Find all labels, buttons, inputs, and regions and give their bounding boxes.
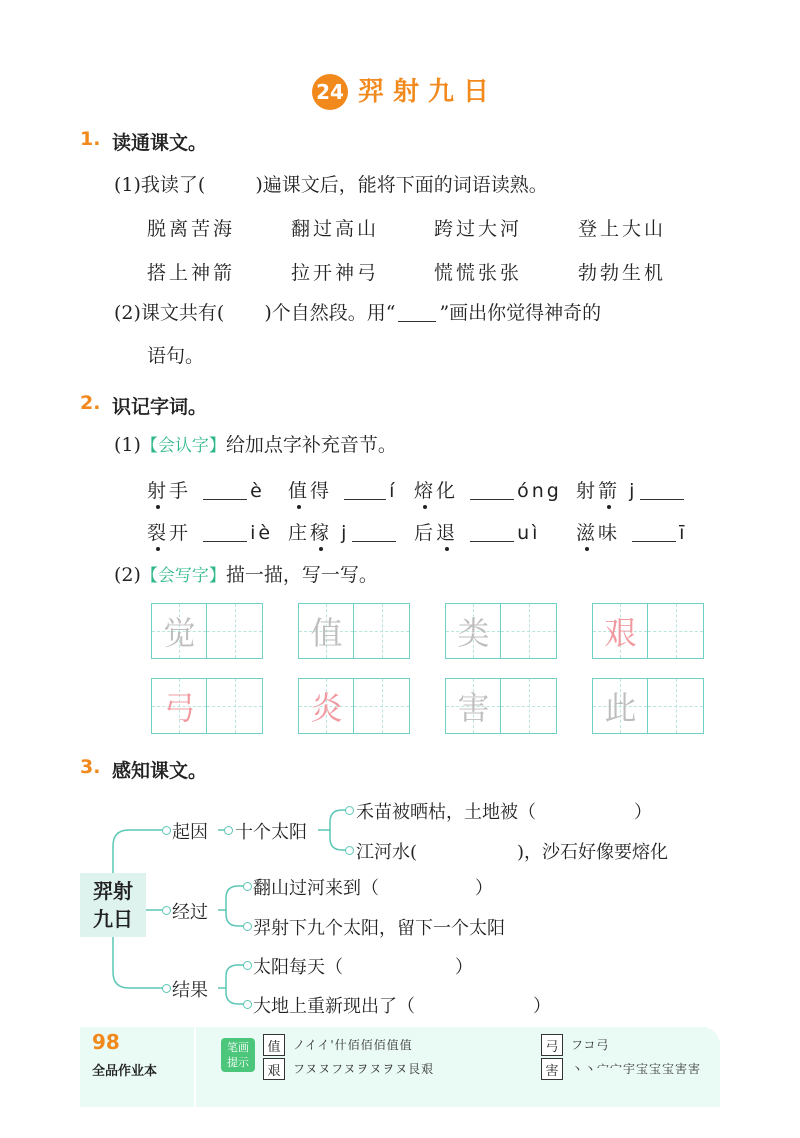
write-cell[interactable] [501, 604, 556, 658]
writing-grid [445, 603, 557, 659]
char: 庄 [288, 522, 311, 544]
stroke-char-box: 值 [263, 1034, 285, 1056]
char: 射 [576, 480, 599, 502]
process-leaf1 [253, 874, 493, 900]
pinyin-initial: j [629, 480, 638, 502]
lesson-title: 羿射九日 [358, 77, 499, 107]
node-dot [162, 826, 171, 835]
leaf-text-end: ） [634, 802, 652, 823]
stroke-sequence: 丶丶宀宀宇宝宝宝害害 [571, 1062, 702, 1076]
pinyin-final: uì [517, 522, 541, 544]
write-tag: 【会写字】 [140, 566, 226, 586]
underline-sample [398, 301, 436, 322]
word-item: 翻过高山 [291, 218, 380, 240]
q1-text-before: (1)我读了( [114, 174, 206, 196]
word-item: 脱离苦海 [147, 218, 236, 240]
stroke-char-box: 害 [541, 1058, 563, 1080]
writing-grid [445, 678, 557, 734]
section2-title: 识记字词。 [112, 396, 208, 418]
pinyin-item [288, 518, 399, 545]
char: 手 [169, 480, 192, 502]
leaf-text-end: ） [455, 957, 473, 978]
trace-cell[interactable] [152, 679, 207, 733]
word-item: 勃勃生机 [578, 262, 667, 284]
trace-cell[interactable] [299, 679, 354, 733]
section3-number: 3. [80, 756, 101, 778]
trace-char: 值 [310, 614, 343, 652]
writing-grid [592, 678, 704, 734]
dotted-char: 箭 [598, 476, 620, 503]
node-dot [162, 906, 171, 915]
pinyin-blank[interactable] [203, 479, 247, 500]
dotted-char: 裂 [147, 518, 169, 545]
leaf-text: 江河水( [356, 842, 418, 863]
write-cell[interactable] [501, 679, 556, 733]
trace-cell[interactable] [152, 604, 207, 658]
pinyin-final: iè [250, 522, 274, 544]
pinyin-final: è [250, 480, 265, 502]
lesson-number-badge: 24 [312, 74, 348, 110]
cause-sub: 十个太阳 [235, 822, 307, 843]
q1-text-after: )遍课文后，能将下面的词语读熟。 [255, 174, 548, 196]
recognize-tag: 【会认字】 [140, 436, 226, 456]
trace-char: 类 [457, 614, 490, 652]
section1-q2 [114, 301, 601, 325]
char: 后 [414, 522, 437, 544]
section2-number: 2. [80, 392, 101, 414]
q1-instruction: 给加点字补充音节。 [225, 434, 397, 456]
q1-prefix: (1) [114, 434, 141, 456]
pinyin-item [414, 518, 540, 545]
q2-text-before: (2)课文共有( [114, 302, 225, 324]
pinyin-final: í [389, 480, 398, 502]
char: 得 [310, 480, 333, 502]
trace-char: 弓 [163, 689, 196, 727]
word-item: 登上大山 [578, 218, 667, 240]
leaf-text-end: )，沙石好像要熔化 [517, 842, 669, 863]
write-cell[interactable] [648, 679, 703, 733]
q2-text-mid: )个自然段。用“ [264, 302, 396, 324]
root-line2: 九日 [93, 907, 133, 931]
branch-process: 经过 [172, 902, 208, 923]
section2-q2 [114, 563, 378, 588]
writing-grid [298, 603, 410, 659]
node-dot [345, 846, 354, 855]
mind-map-root [80, 873, 146, 937]
section2-q1 [114, 433, 397, 458]
pinyin-blank[interactable] [640, 479, 684, 500]
pinyin-item [147, 476, 265, 503]
pinyin-item [288, 476, 397, 503]
branch-cause: 起因 [172, 822, 208, 843]
connector-cause-leaf1 [318, 810, 348, 830]
stroke-char-box: 弓 [541, 1034, 563, 1056]
connector-process-leaf1 [218, 886, 246, 910]
trace-cell[interactable] [593, 679, 648, 733]
process-leaf2: 羿射下九个太阳，留下一个太阳 [253, 918, 505, 939]
node-dot [243, 922, 252, 931]
leaf-text: 大地上重新现出了（ [253, 996, 415, 1017]
stroke-char-box: 艰 [263, 1058, 285, 1080]
word-item: 跨过大河 [434, 218, 523, 240]
writing-grid [298, 678, 410, 734]
node-dot [243, 961, 252, 970]
pinyin-item [147, 518, 273, 545]
leaf-text-end: ） [533, 996, 551, 1017]
char: 化 [436, 480, 459, 502]
node-dot [162, 984, 171, 993]
stroke-sequence: フヌヌフヌヲヌヲヌ艮艰 [293, 1062, 435, 1076]
page-number: 98 [92, 1030, 120, 1054]
section1-q2-continued: 语句。 [147, 345, 205, 367]
dotted-char: 退 [436, 518, 458, 545]
write-cell[interactable] [354, 604, 409, 658]
connector-cause [113, 830, 164, 873]
writing-grid [151, 678, 263, 734]
dotted-char: 熔 [414, 476, 436, 503]
leaf-text: 禾苗被晒枯，土地被（ [356, 802, 536, 823]
leaf-text: 翻山过河来到（ [253, 878, 379, 899]
trace-char: 艰 [604, 614, 637, 652]
node-dot [243, 882, 252, 891]
pinyin-blank[interactable] [470, 479, 514, 500]
node-dot [243, 1000, 252, 1009]
word-item: 搭上神箭 [147, 262, 236, 284]
pinyin-item [576, 518, 687, 545]
trace-cell[interactable] [299, 604, 354, 658]
pinyin-item [414, 476, 562, 503]
pinyin-final: ī [679, 522, 688, 544]
pinyin-blank[interactable] [352, 521, 396, 542]
leaf-text: 太阳每天（ [253, 957, 343, 978]
pinyin-blank[interactable] [203, 521, 247, 542]
cause-leaf2 [356, 838, 668, 864]
dotted-char: 射 [147, 476, 169, 503]
dotted-char: 滋 [576, 518, 598, 545]
node-dot [345, 806, 354, 815]
write-cell[interactable] [648, 604, 703, 658]
stroke-hint-badge [221, 1038, 255, 1072]
dotted-char: 值 [288, 476, 310, 503]
stroke-sequence: フコ弓 [571, 1038, 610, 1052]
section3-title: 感知课文。 [112, 760, 208, 782]
section1-title: 读通课文。 [112, 132, 208, 154]
write-cell[interactable] [354, 679, 409, 733]
trace-char: 害 [457, 689, 490, 727]
connector-result-leaf1 [218, 965, 246, 988]
word-item: 拉开神弓 [291, 262, 380, 284]
trace-char: 炎 [310, 689, 343, 727]
writing-grid [592, 603, 704, 659]
char: 开 [169, 522, 192, 544]
q2-prefix: (2) [114, 564, 141, 586]
writing-grid [151, 603, 263, 659]
pinyin-blank[interactable] [632, 521, 676, 542]
hint-line2: 提示 [227, 1056, 249, 1069]
trace-cell[interactable] [446, 604, 501, 658]
trace-cell[interactable] [593, 604, 648, 658]
pinyin-item [576, 476, 687, 503]
char: 味 [598, 522, 621, 544]
pinyin-blank[interactable] [470, 521, 514, 542]
section1-number: 1. [80, 128, 101, 150]
q2-instruction: 描一描，写一写。 [225, 564, 378, 586]
trace-char: 觉 [163, 614, 196, 652]
stroke-sequence: ノイイ'什佰佰佰值值 [293, 1038, 413, 1052]
root-line1: 羿射 [93, 879, 133, 903]
pinyin-blank[interactable] [344, 479, 386, 500]
write-cell[interactable] [207, 604, 262, 658]
dotted-char: 稼 [310, 518, 332, 545]
connector-result [113, 937, 164, 988]
cause-leaf1 [356, 798, 652, 824]
branch-result: 结果 [172, 980, 208, 1001]
trace-cell[interactable] [446, 679, 501, 733]
result-leaf2 [253, 992, 551, 1018]
write-cell[interactable] [207, 679, 262, 733]
hint-line1: 笔画 [227, 1041, 249, 1054]
pinyin-initial: j [341, 522, 350, 544]
result-leaf1 [253, 953, 473, 979]
book-name: 全品作业本 [92, 1064, 158, 1079]
q2-text-after: ”画出你觉得神奇的 [439, 302, 602, 324]
leaf-text-end: ） [475, 878, 493, 899]
pinyin-final: óng [517, 480, 562, 502]
section1-q1 [114, 173, 548, 197]
node-dot [224, 826, 233, 835]
word-item: 慌慌张张 [434, 262, 523, 284]
trace-char: 此 [604, 689, 637, 727]
